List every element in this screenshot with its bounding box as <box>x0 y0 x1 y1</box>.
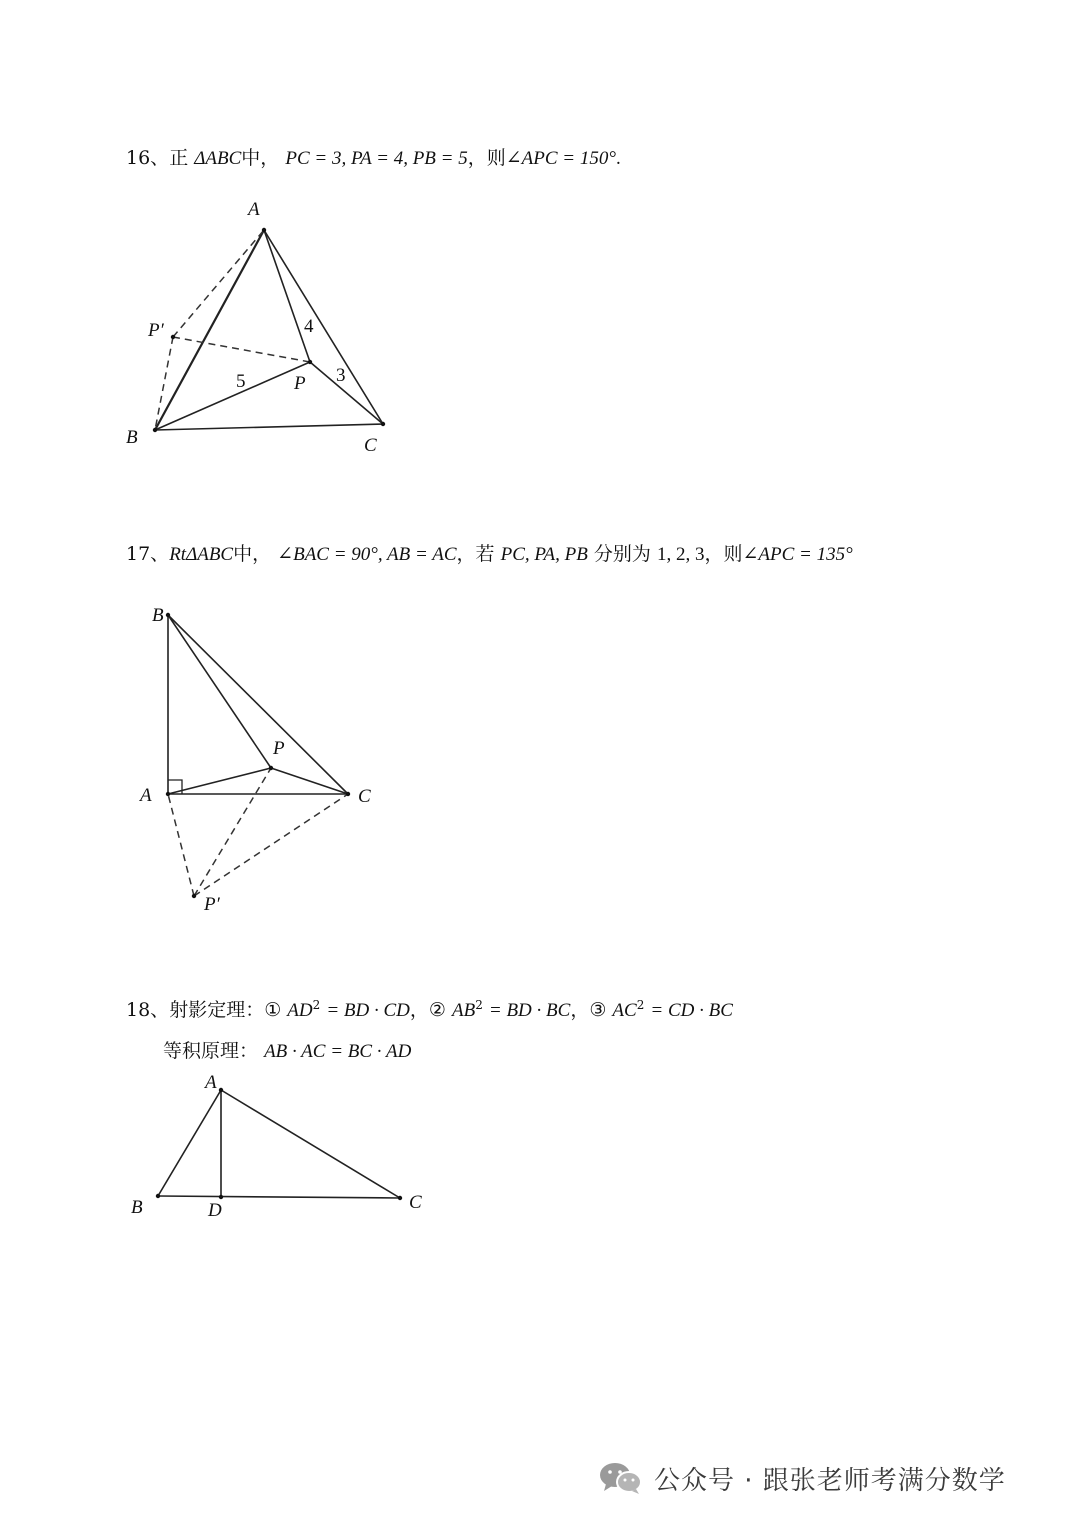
item-16-text: 16、正 ΔABC中， PC = 3, PA = 4, PB = 5，则∠APC = 150°. <box>126 147 621 169</box>
point-b <box>156 1194 160 1198</box>
item-number: 17、 <box>126 543 170 565</box>
wechat-icon <box>598 1460 644 1496</box>
point-p-prime <box>192 894 196 898</box>
label-p: P <box>273 738 285 759</box>
point-a <box>219 1088 223 1092</box>
dashed-p-prime-a <box>173 230 264 337</box>
length-pa: 4 <box>304 316 314 337</box>
segment-bc <box>158 1196 400 1198</box>
label-p: P <box>294 373 306 394</box>
item-number: 18、 <box>126 999 170 1021</box>
point-a <box>262 228 266 232</box>
dashed-p-prime-p <box>194 768 271 896</box>
label-p-prime: P′ <box>148 320 164 341</box>
segment-pc <box>271 768 348 794</box>
segment-ac <box>221 1090 400 1198</box>
segment-ab <box>155 230 264 430</box>
length-pc: 3 <box>336 365 346 386</box>
label-a: A <box>248 199 260 220</box>
watermark-text: 公众号 · 跟张老师考满分数学 <box>654 1465 1006 1496</box>
label-b: B <box>131 1197 143 1218</box>
label-c: C <box>364 435 377 456</box>
item-number: 16、 <box>126 147 170 169</box>
point-d <box>219 1195 223 1199</box>
point-p <box>269 766 273 770</box>
segment-bc <box>168 615 348 794</box>
segment-pb <box>155 362 310 430</box>
point-p-prime <box>171 335 175 339</box>
segment-pa <box>264 230 310 362</box>
segment-pc <box>310 362 383 424</box>
item-17-text: 17、RtΔABC中， ∠BAC = 90°, AB = AC，若 PC, PA, PB 分别为 1, 2, 3，则∠APC = 135° <box>126 543 853 565</box>
point-c <box>346 792 350 796</box>
segment-ab <box>158 1090 221 1196</box>
label-p-prime: P′ <box>204 894 220 915</box>
dashed-p-prime-b <box>155 337 173 430</box>
label-b: B <box>152 605 164 626</box>
wechat-watermark <box>598 1460 1006 1496</box>
segment-pa <box>168 768 271 794</box>
label-c: C <box>409 1192 422 1213</box>
dashed-p-prime-a <box>168 794 194 896</box>
figure-17-right-isosceles-triangle <box>130 595 390 925</box>
figure-16-equilateral-triangle <box>120 195 420 465</box>
segment-pb <box>168 615 271 768</box>
segment-ac <box>264 230 383 424</box>
label-a: A <box>205 1072 217 1093</box>
label-a: A <box>140 785 152 806</box>
dashed-p-prime-c <box>194 794 348 896</box>
item-18-text: 18、射影定理：① $AD^2$ = BD · CD，② $AB^2$ = BD · BC，③ $AC^2$ = CD · BC <box>126 998 733 1021</box>
label-d: D <box>208 1200 222 1221</box>
point-c <box>398 1196 402 1200</box>
point-a <box>166 792 170 796</box>
point-p <box>308 360 312 364</box>
segment-bc <box>155 424 383 430</box>
label-b: B <box>126 427 138 448</box>
item-18-equal-product: 等积原理： AB · AC = BC · AD <box>163 1040 412 1062</box>
point-b <box>166 613 170 617</box>
figure-18-right-triangle-altitude <box>125 1070 435 1225</box>
length-pb: 5 <box>236 371 246 392</box>
label-c: C <box>358 786 371 807</box>
point-b <box>153 428 157 432</box>
point-c <box>381 422 385 426</box>
